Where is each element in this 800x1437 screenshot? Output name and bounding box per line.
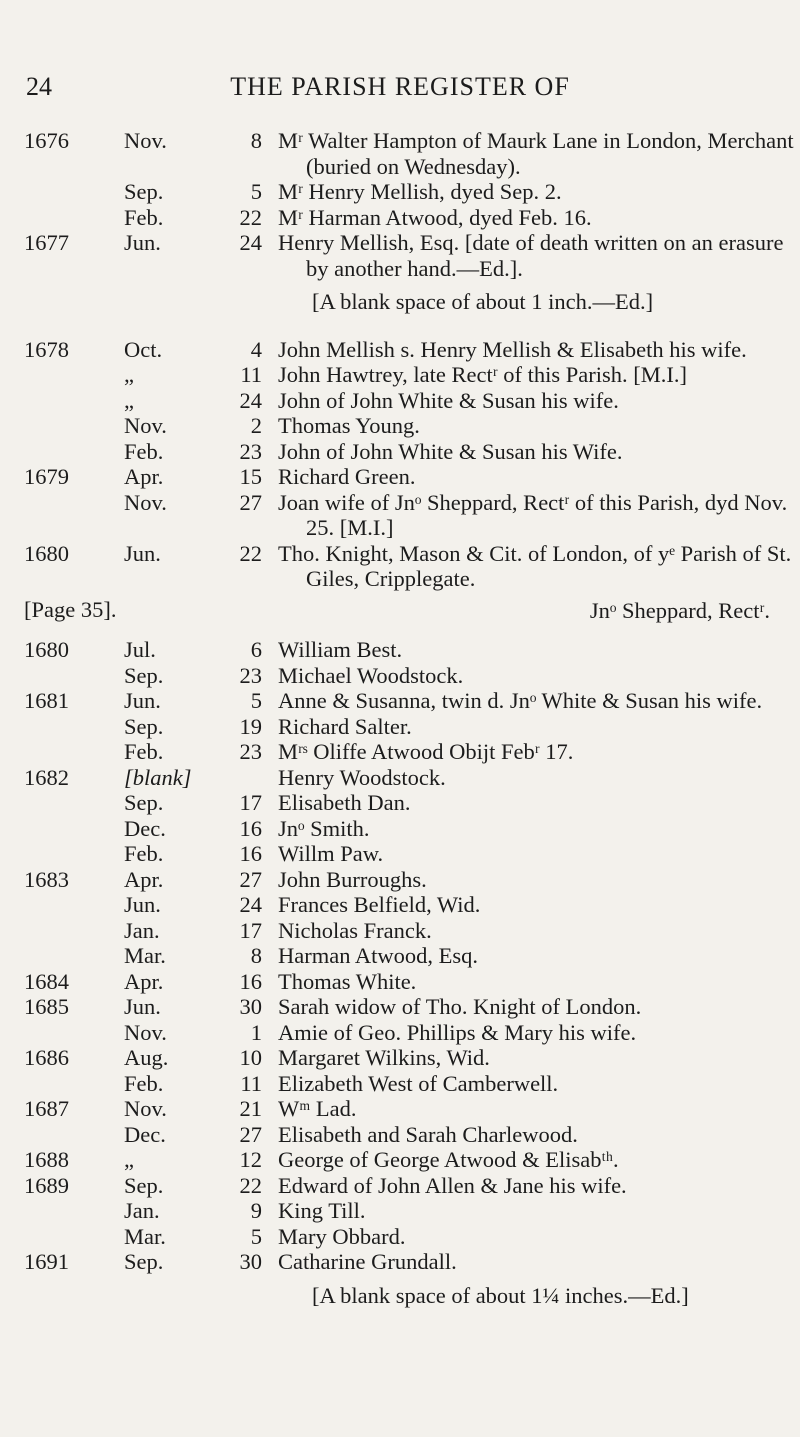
- entry-day: 8: [250, 128, 262, 153]
- entry-day: 23: [239, 739, 262, 764]
- entry-month: Nov.: [124, 489, 167, 515]
- register-entry: [0, 637, 800, 663]
- entry-day: 22: [239, 540, 262, 566]
- register-entry: [0, 688, 800, 714]
- register-entry: [0, 765, 800, 791]
- entry-year: 1677: [24, 230, 69, 255]
- entry-month: Jun.: [124, 540, 161, 566]
- register-entry: [0, 128, 800, 179]
- entry-text: Frances Belfield, Wid.: [278, 892, 481, 917]
- entry-month: Dec.: [124, 815, 166, 841]
- entry-year: 1683: [24, 866, 69, 892]
- entry-year: 1676: [24, 128, 69, 153]
- running-title: THE PARISH REGISTER OF: [230, 72, 570, 101]
- entry-month: Nov.: [124, 128, 167, 153]
- register-entry: [0, 943, 800, 969]
- register-entry: [0, 994, 800, 1020]
- entry-day: 16: [239, 841, 262, 866]
- entry-text: Henry Woodstock.: [278, 764, 446, 790]
- register-entries: [0, 128, 800, 1308]
- entries-group-3: [0, 637, 800, 1275]
- entry-text: Amie of Geo. Phillips & Mary his wife.: [278, 1019, 637, 1045]
- entry-month: Feb.: [124, 841, 164, 866]
- entry-text: Michael Woodstock.: [278, 662, 464, 688]
- entry-day: 24: [239, 387, 262, 413]
- entry-text: Mary Obbard.: [278, 1223, 406, 1249]
- entry-year: 1687: [24, 1096, 69, 1121]
- register-entry: [0, 205, 800, 231]
- entry-month: Aug.: [124, 1045, 169, 1070]
- register-entry: [0, 663, 800, 689]
- entry-month: „: [124, 362, 134, 387]
- register-entry: [0, 816, 800, 842]
- register-entry: [0, 490, 800, 541]
- entries-group-1: [0, 128, 800, 281]
- entry-day: 5: [250, 688, 262, 713]
- entry-day: 1: [250, 1019, 262, 1045]
- editor-note-1: [A blank space of about 1 inch.—Ed.]: [312, 289, 654, 314]
- entry-month: Apr.: [124, 866, 164, 892]
- entry-month: Mar.: [124, 1223, 166, 1249]
- entry-month: „: [124, 387, 134, 413]
- entry-year: 1691: [24, 1249, 69, 1274]
- entry-day: 4: [250, 336, 262, 362]
- entry-text: Henry Mellish, Esq. [date of death written on an erasure by another hand.—Ed.].: [278, 230, 784, 281]
- entry-day: 17: [239, 790, 262, 815]
- entry-day: 17: [239, 917, 262, 943]
- entry-day: 12: [239, 1147, 262, 1172]
- register-entry: [0, 790, 800, 816]
- entry-month: Oct.: [124, 336, 163, 362]
- entry-year: 1681: [24, 688, 69, 713]
- entry-text: Thomas White.: [278, 968, 417, 994]
- entry-month: Nov.: [124, 1019, 167, 1045]
- entry-day: 23: [239, 662, 262, 688]
- entry-month: Jan.: [124, 917, 160, 943]
- entry-day: 9: [250, 1198, 262, 1223]
- register-entry: [0, 969, 800, 995]
- register-entry: [0, 413, 800, 439]
- entry-text: King Till.: [278, 1198, 366, 1223]
- register-entry: [0, 892, 800, 918]
- register-entry: [0, 1147, 800, 1173]
- entry-month: Jun.: [124, 892, 161, 917]
- entry-year: 1678: [24, 336, 69, 362]
- entry-year: 1682: [24, 764, 69, 790]
- register-entry: [0, 841, 800, 867]
- entry-month: Nov.: [124, 413, 167, 438]
- entry-text: Jnᵒ Smith.: [278, 815, 370, 841]
- register-entry: [0, 1096, 800, 1122]
- rector-signature: Jnᵒ Sheppard, Rectʳ.: [589, 597, 770, 623]
- entry-day: 5: [250, 1223, 262, 1249]
- entry-month: Apr.: [124, 968, 164, 994]
- register-entry: [0, 1198, 800, 1224]
- page-marker: [Page 35].: [24, 597, 117, 622]
- register-entry: [0, 179, 800, 205]
- entry-text: Mʳ Walter Hampton of Maurk Lane in London, Merchant (buried on Wednesday).: [278, 128, 794, 179]
- entry-day: 19: [239, 713, 262, 739]
- entry-text: John Burroughs.: [278, 866, 427, 892]
- entry-month: Feb.: [124, 204, 164, 230]
- entry-text: Margaret Wilkins, Wid.: [278, 1045, 490, 1070]
- register-entry: [0, 739, 800, 765]
- entry-month: „: [124, 1147, 134, 1172]
- entry-day: 22: [239, 1172, 262, 1198]
- entry-year: 1684: [24, 968, 69, 994]
- entry-month: Sep.: [124, 713, 164, 739]
- entry-day: 27: [239, 489, 262, 515]
- entry-text: Richard Green.: [278, 464, 416, 489]
- register-entry: [0, 464, 800, 490]
- register-entry: [0, 1173, 800, 1199]
- register-entry: [0, 1122, 800, 1148]
- entry-text: Mʳˢ Oliffe Atwood Obijt Febʳ 17.: [278, 739, 574, 764]
- entry-text: Tho. Knight, Mason & Cit. of London, of yᵉ Parish of St. Giles, Cripplegate.: [278, 540, 792, 591]
- entry-year: 1686: [24, 1045, 69, 1070]
- entry-month: [blank]: [124, 764, 192, 790]
- entry-text: Elizabeth West of Camberwell.: [278, 1070, 559, 1096]
- register-entry: [0, 867, 800, 893]
- entry-year: 1689: [24, 1172, 69, 1198]
- entry-day: 21: [239, 1096, 262, 1121]
- entry-day: 15: [239, 464, 262, 489]
- entry-day: 30: [239, 1249, 262, 1274]
- entry-text: Sarah widow of Tho. Knight of London.: [278, 994, 642, 1019]
- entry-text: Richard Salter.: [278, 713, 412, 739]
- entry-text: John of John White & Susan his Wife.: [278, 438, 623, 464]
- entry-text: Edward of John Allen & Jane his wife.: [278, 1172, 627, 1198]
- register-entry: [0, 337, 800, 363]
- register-entry: [0, 918, 800, 944]
- entry-text: Thomas Young.: [278, 413, 420, 438]
- register-entry: [0, 439, 800, 465]
- entry-year: 1679: [24, 464, 69, 489]
- entry-text: John of John White & Susan his wife.: [278, 387, 619, 413]
- entry-day: 5: [250, 179, 262, 204]
- entry-month: Feb.: [124, 739, 164, 764]
- entry-month: Sep.: [124, 1172, 164, 1198]
- entry-text: Elisabeth Dan.: [278, 790, 411, 815]
- page-header: [0, 72, 800, 112]
- entry-month: Mar.: [124, 943, 166, 968]
- entry-month: Jan.: [124, 1198, 160, 1223]
- entry-day: 16: [239, 968, 262, 994]
- entry-day: 6: [250, 637, 262, 662]
- entry-day: 11: [240, 1070, 262, 1096]
- register-entry: [0, 1071, 800, 1097]
- entry-day: 2: [250, 413, 262, 438]
- entry-day: 16: [239, 815, 262, 841]
- entry-day: 23: [239, 438, 262, 464]
- entry-year: 1685: [24, 994, 69, 1019]
- register-entry: [0, 541, 800, 592]
- entry-text: Elisabeth and Sarah Charlewood.: [278, 1121, 578, 1147]
- entry-month: Sep.: [124, 662, 164, 688]
- entry-month: Sep.: [124, 1249, 164, 1274]
- entry-text: William Best.: [278, 637, 403, 662]
- entry-text: Mʳ Harman Atwood, dyed Feb. 16.: [278, 204, 592, 230]
- register-entry: [0, 1249, 800, 1275]
- entry-year: 1688: [24, 1147, 69, 1172]
- entry-month: Jun.: [124, 688, 161, 713]
- entry-day: 27: [239, 1121, 262, 1147]
- register-entry: [0, 362, 800, 388]
- entry-month: Dec.: [124, 1121, 166, 1147]
- entry-text: Willm Paw.: [278, 841, 384, 866]
- entry-text: Mʳ Henry Mellish, dyed Sep. 2.: [278, 179, 562, 204]
- entry-month: Sep.: [124, 790, 164, 815]
- entry-day: 24: [239, 230, 262, 255]
- entry-month: Jun.: [124, 994, 161, 1019]
- entries-group-2: [0, 337, 800, 592]
- entry-month: Feb.: [124, 1070, 164, 1096]
- register-entry: [0, 1020, 800, 1046]
- entry-day: 8: [250, 943, 262, 968]
- entry-month: Jul.: [124, 637, 156, 662]
- entry-month: Apr.: [124, 464, 164, 489]
- entry-text: Wᵐ Lad.: [278, 1096, 357, 1121]
- entry-day: 30: [239, 994, 262, 1019]
- entry-day: 22: [239, 204, 262, 230]
- entry-year: 1680: [24, 637, 69, 662]
- entry-day: 10: [239, 1045, 262, 1070]
- register-entry: [0, 230, 800, 281]
- entry-text: John Mellish s. Henry Mellish & Elisabeth his wife.: [278, 336, 747, 362]
- register-entry: [0, 1224, 800, 1250]
- entry-text: George of George Atwood & Elisabᵗʰ.: [278, 1147, 619, 1172]
- editor-note-2: [A blank space of about 1¼ inches.—Ed.]: [312, 1282, 689, 1308]
- entry-text: Catharine Grundall.: [278, 1249, 457, 1274]
- entry-day: 11: [240, 362, 262, 387]
- entry-month: Sep.: [124, 179, 164, 204]
- page-number: 24: [26, 72, 52, 101]
- register-entry: [0, 714, 800, 740]
- entry-year: 1680: [24, 540, 69, 566]
- register-entry: [0, 1045, 800, 1071]
- entry-month: Jun.: [124, 230, 161, 255]
- entry-month: Nov.: [124, 1096, 167, 1121]
- entry-text: Nicholas Franck.: [278, 917, 432, 943]
- entry-day: 24: [239, 892, 262, 917]
- entry-text: John Hawtrey, late Rectʳ of this Parish. [M.I.]: [278, 362, 687, 387]
- entry-text: Joan wife of Jnᵒ Sheppard, Rectʳ of this Parish, dyd Nov. 25. [M.I.]: [278, 489, 788, 540]
- entry-text: Harman Atwood, Esq.: [278, 943, 478, 968]
- entry-text: Anne & Susanna, twin d. Jnᵒ White & Susan his wife.: [278, 688, 763, 713]
- entry-day: 27: [239, 866, 262, 892]
- register-entry: [0, 388, 800, 414]
- entry-month: Feb.: [124, 438, 164, 464]
